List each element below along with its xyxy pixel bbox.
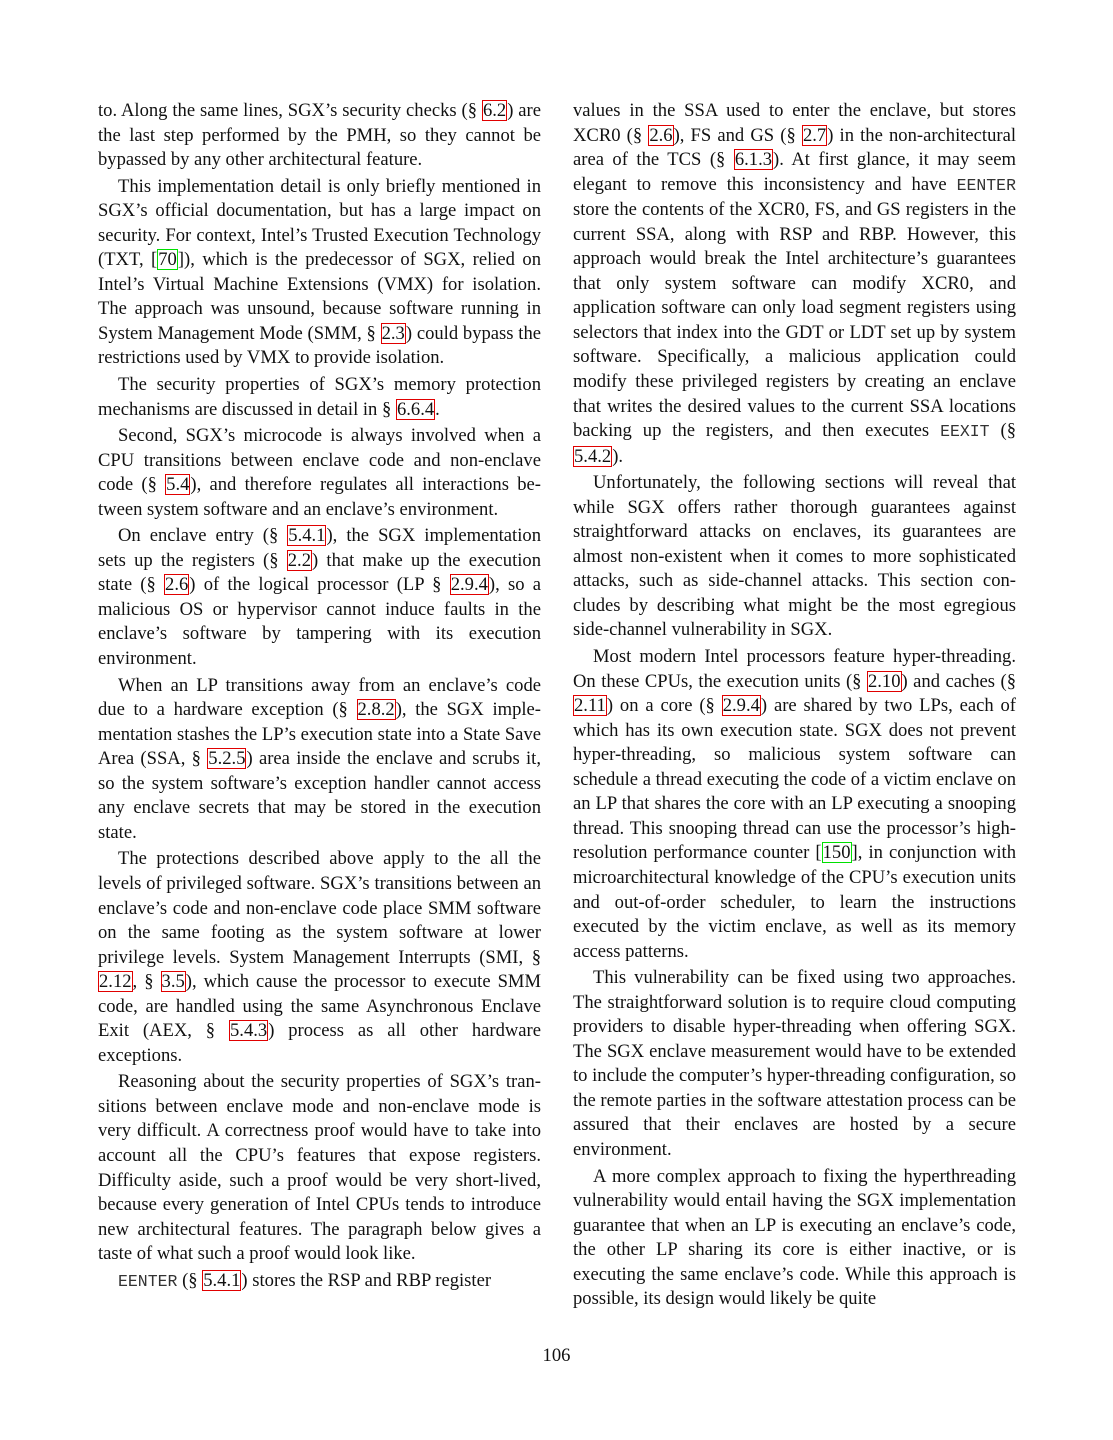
left-column <box>98 99 541 1296</box>
body-text: ), the SGX implementation sets up the registers (§ <box>98 525 541 571</box>
right-column <box>573 99 1016 1314</box>
body-text: ) stores the RSP and RBP register <box>241 1269 492 1291</box>
body-text: ) process as all other hardware exceptions. <box>98 1020 541 1066</box>
body-text: ), which cause the processor to execute SMM code, are handled using the same Asynchronous Enclave Exit (AEX, § <box>98 971 541 1042</box>
citation-link[interactable]: 150 <box>822 842 851 864</box>
code-term: EEXIT <box>940 422 990 442</box>
section-reference-link[interactable]: 6.1.3 <box>734 149 773 171</box>
section-reference-link[interactable]: 2.8.2 <box>357 699 395 721</box>
body-text: ]), which is the predecessor of SGX, relied on Intel’s Virtual Machine Extensions (VMX) for isolation. The approach was unsound, because software running in System Management Mode (SMM, § <box>98 249 541 344</box>
section-reference-link[interactable]: 5.4.2 <box>574 445 612 467</box>
code-term: EENTER <box>118 1271 178 1291</box>
section-reference-link[interactable]: 2.11 <box>574 695 606 717</box>
citation-link[interactable]: 70 <box>158 249 177 271</box>
body-text: to. Along the same lines, SGX’s security checks (§ <box>98 100 482 121</box>
body-text: Most modern Intel processors feature hyper-threading. On these CPUs, the execution units (§ <box>573 646 1016 692</box>
body-text: Unfortunately, the following sections will reveal that while SGX offers rather thorough guarantees against straightforward attacks on enclaves, its guarantees are almost non-existent when it comes to more sophisticated attacks, such as side-channel attacks. This section concludes by describing what might be the most egregious side-channel vulnerability in SGX. <box>573 472 1016 641</box>
paragraph <box>98 373 541 422</box>
paragraph <box>573 471 1016 643</box>
paragraph <box>573 1165 1016 1312</box>
body-text: ) could bypass the restrictions used by VMX to provide isolation. <box>98 322 542 369</box>
body-text: The protections described above apply to the all the levels of privileged software. SGX’s transitions between an enclave’s code and non-enclave code place SMM software on the same footing as the system software at lower privilege levels. System Management Interrupts (SMI, § <box>98 848 541 968</box>
body-text: ) of the logical processor (LP § <box>189 574 450 596</box>
body-text: ), FS and GS (§ <box>673 124 802 146</box>
body-text: On enclave entry (§ <box>118 525 288 547</box>
section-reference-link[interactable]: 2.6 <box>649 124 673 146</box>
section-reference-link[interactable]: 5.4.1 <box>203 1269 241 1291</box>
paragraph <box>573 645 1016 964</box>
paragraph <box>98 175 541 371</box>
body-text: store the contents of the XCR0, FS, and GS registers in the current SSA, along with RSP and RBP. However, this approach would break the Intel architecture’s guarantees that only system software can modify XCR0, and application software can only load segment registers using selectors that index into the GDT or LDT set up by system software. Specifically, a malicious application could modify these privileged registers by creating an enclave that writes the desired values to the current SSA locations backing up the registers, and then executes <box>573 199 1016 442</box>
paragraph <box>98 424 541 522</box>
section-reference-link[interactable]: 6.6.4 <box>396 398 435 420</box>
section-reference-link[interactable]: 5.2.5 <box>208 748 246 770</box>
body-text: ) are the last step performed by the PMH, so they cannot be bypassed by any other architectural feature. <box>98 100 541 171</box>
section-reference-link[interactable]: 2.10 <box>867 670 901 692</box>
body-text: values in the SSA used to enter the enclave, but stores XCR0 (§ <box>573 100 1016 146</box>
paragraph <box>98 674 541 846</box>
body-text: ). <box>612 445 624 467</box>
body-text: ) that make up the execution state (§ <box>98 549 541 596</box>
body-text: The security properties of SGX’s memory protection mechanisms are discussed in detail in § <box>98 374 541 420</box>
section-reference-link[interactable]: 2.12 <box>99 971 132 993</box>
body-text: ) are shared by two LPs, each of which has its own execution state. SGX does not prevent hyper-threading, so malicious system software can schedule a thread executing the code of a victim enclave on an LP that shares the core with an LP executing a snooping thread. This snooping thread can use the processor’s high-resolution performance counter [ <box>573 695 1016 864</box>
section-reference-link[interactable]: 5.4.1 <box>288 525 326 547</box>
section-reference-link[interactable]: 6.2 <box>482 100 507 121</box>
body-text: ), so a malicious OS or hypervisor cannot induce faults in the enclave’s software by tampering with its execution environment. <box>98 574 541 670</box>
body-text: Reasoning about the security properties of SGX’s transitions between enclave mode and non-enclave mode is very difficult. A correctness proof would have to take into account all the CPU’s features that expose registers. Difficulty aside, such a proof would be very short-lived, because every generation of Intel CPUs tends to introduce new architectural features. The paragraph below gives a taste of what such a proof would look like. <box>98 1071 541 1265</box>
body-text: ) in the non-architectural area of the TCS (§ <box>573 124 1016 171</box>
page-number: 106 <box>542 1345 571 1366</box>
section-reference-link[interactable]: 3.5 <box>161 971 185 993</box>
section-reference-link[interactable]: 5.4 <box>166 474 190 496</box>
section-reference-link[interactable]: 2.9.4 <box>722 695 760 717</box>
paragraph <box>573 966 1016 1162</box>
body-text: ), the SGX implementation stashes the LP’s execution state into a State Save Area (SSA, § <box>98 699 541 770</box>
body-text: , § <box>132 971 161 993</box>
section-reference-link[interactable]: 2.6 <box>165 574 189 596</box>
section-reference-link[interactable]: 2.2 <box>287 549 311 571</box>
section-reference-link[interactable]: 2.3 <box>381 322 405 344</box>
section-reference-link[interactable]: 2.9.4 <box>450 574 488 596</box>
paragraph <box>98 847 541 1068</box>
section-reference-link[interactable]: 5.4.3 <box>230 1020 268 1042</box>
section-reference-link[interactable]: 2.7 <box>802 124 827 146</box>
body-text: When an LP transitions away from an enclave’s code due to a hardware exception (§ <box>98 674 541 721</box>
body-text: This vulnerability can be fixed using two approaches. The straightforward solution is to require cloud computing providers to disable hyper-threading when offering SGX. The SGX enclave measurement would have to be extended to include the computer’s hyper-threading configuration, so the remote parties in the software attestation process can be assured that their enclaves are hosted by a secure environment. <box>573 967 1016 1160</box>
paragraph <box>573 99 1016 469</box>
body-text: ) on a core (§ <box>606 695 722 717</box>
paragraph <box>98 1070 541 1266</box>
body-text: (§ <box>177 1269 203 1291</box>
code-term: EENTER <box>956 175 1016 195</box>
body-text: ), and therefore regulates all interactions between system software and an enclave’s environment. <box>98 474 541 520</box>
body-text: Second, SGX’s microcode is always involved when a CPU transitions between enclave code and non-enclave code (§ <box>98 425 541 496</box>
paragraph <box>98 99 541 173</box>
body-text: ], in conjunction with microarchitectural knowledge of the CPU’s execution units and out-of-order scheduler, to learn the instructions executed by the victim enclave, as well as its memory access patterns. <box>573 842 1016 962</box>
body-text: This implementation detail is only briefly mentioned in SGX’s official documentation, but has a large impact on security. For context, Intel’s Trusted Execution Technology (TXT, [ <box>98 175 541 271</box>
paragraph <box>98 524 541 671</box>
body-text: . <box>435 398 440 420</box>
body-text: ) area inside the enclave and scrubs it, so the system software’s exception handler cannot access any enclave secrets that may be stored in the execution state. <box>98 748 541 843</box>
paragraph <box>98 1269 541 1295</box>
body-text: ). At first glance, it may seem elegant to remove this inconsistency and have <box>573 149 1016 195</box>
body-text: A more complex approach to fixing the hyperthreading vulnerability would entail having the SGX implementation guarantee that when an LP is executing an enclave’s code, the other LP sharing its core is either inactive, or is executing the same enclave’s code. While this approach is possible, its design would likely be quite <box>573 1165 1016 1310</box>
body-text: ) and caches (§ <box>901 670 1016 692</box>
body-text: (§ <box>989 420 1016 442</box>
